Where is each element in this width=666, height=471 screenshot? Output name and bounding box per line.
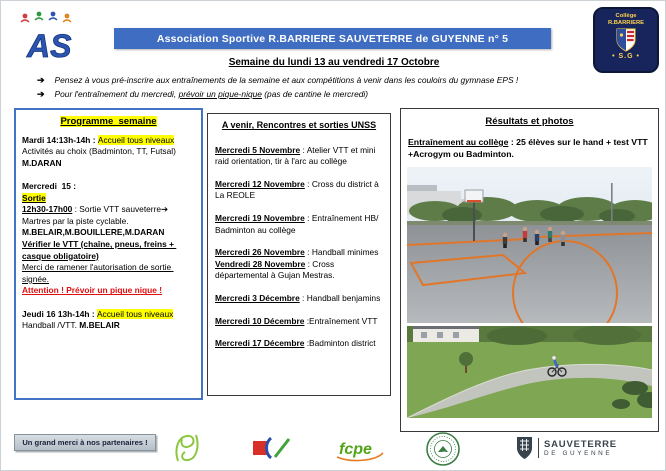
text-segment: : Handball minimes <box>304 247 379 258</box>
text-line <box>215 145 383 168</box>
text-segment: Handball /VTT. <box>22 320 80 331</box>
college-shield-icon <box>616 28 636 52</box>
text-line <box>215 247 383 259</box>
text-segment: 12h30-17h00 <box>22 204 73 215</box>
text-line <box>22 297 195 309</box>
sauveterre-shield-icon <box>516 436 533 460</box>
text-segment: Mercredi 17 Décembre <box>215 338 305 349</box>
text-line <box>22 227 195 239</box>
text-segment: Entraînement au collège <box>408 137 509 147</box>
text-segment: Mercredi 19 Novembre <box>215 212 305 223</box>
partners-label: Un grand merci à nos partenaires ! <box>14 434 156 451</box>
as-logo-figures <box>21 12 71 22</box>
text-line <box>22 193 195 205</box>
text-segment: : 25 élèves sur le hand + test VTT +Acrogym ou Badminton. <box>408 137 651 159</box>
text-segment: : Atelier VTT et mini raid orientation, tir à l'arc au collège <box>215 144 378 167</box>
text-segment: Accueil tous niveaux <box>97 134 175 145</box>
text-segment: Vendredi 28 Novembre <box>215 258 306 269</box>
text-line <box>215 293 383 305</box>
text-line <box>22 204 195 216</box>
text-line <box>22 216 195 228</box>
programme-body <box>22 135 195 332</box>
text-line <box>22 181 195 193</box>
text-line <box>215 179 383 202</box>
college-name: Collège R.BARRIERE <box>607 13 645 26</box>
text-line <box>22 239 195 262</box>
text-line <box>55 75 643 86</box>
text-segment: Martres par la piste cyclable. <box>22 215 129 226</box>
text-segment: Merci de ramener l'autorisation de sortie signée. <box>22 262 174 284</box>
text-segment: Mercredi 10 Décembre <box>215 315 305 326</box>
agenda-title: A venir, Rencontres et sorties UNSS <box>221 120 377 130</box>
text-segment: : Cross du district à La REOLE <box>215 178 382 201</box>
note-pique-nique <box>37 89 643 100</box>
hedge <box>407 221 652 225</box>
header-title-bar <box>114 28 551 49</box>
arrow-bullet-icon: ➔ <box>37 75 45 85</box>
text-segment: Sortie <box>22 192 46 203</box>
text-segment: Mercredi 5 Novembre <box>215 144 301 155</box>
partner-logo-fcpe <box>331 437 389 463</box>
text-line <box>22 285 195 297</box>
text-line <box>215 213 383 236</box>
text-segment: : Handball benjamins <box>299 292 381 303</box>
text-segment: Pensez à vous pré-inscrire aux entraînements de la semaine et aux compétitions à venir dans les couloirs du gymnase EPS ! <box>54 75 519 85</box>
text-segment: M.DARAN <box>22 157 62 168</box>
text-segment: M.BELAIR,M.BOUILLERE,M.DARAN <box>22 227 165 238</box>
text-segment: : Entraînement HB/ Badminton au collège <box>215 212 381 235</box>
text-segment: prévoir un pique-nique <box>178 89 262 99</box>
partner-logo-amicale-seal <box>425 431 461 467</box>
results-title: Résultats et photos <box>485 116 574 127</box>
notes <box>37 75 643 103</box>
programme-title: Programme semaine <box>60 116 157 127</box>
partner-logo-color-mark <box>251 435 293 461</box>
divider <box>538 438 539 458</box>
week-title: Semaine du lundi 13 au vendredi 17 Octobre <box>228 57 440 68</box>
partner-logo-sauveterre <box>516 434 617 462</box>
text-segment: : Sortie VTT sauveterre➔ <box>72 204 169 215</box>
as-logo-letters: AS <box>27 28 72 64</box>
text-segment: Mercredi 3 Décembre <box>215 292 300 303</box>
text-segment: Attention ! Prévoir un pique nique ! <box>22 285 163 296</box>
text-line <box>22 169 195 181</box>
text-segment: Vérifier le VTT (chaîne, pneus, freins + casque obligatoire) <box>22 238 177 261</box>
text-line <box>22 309 195 321</box>
text-line <box>215 338 383 350</box>
text-line <box>408 136 651 160</box>
fcpe-text: fcpe <box>339 441 372 458</box>
college-initials: • S.G • <box>612 53 640 60</box>
note-text <box>55 89 643 100</box>
light-pole <box>611 183 613 225</box>
sauveterre-wordmark: SAUVETERRE DE GUYENNE <box>544 438 617 457</box>
partner-logo-green-emblem <box>168 431 206 465</box>
schoolyard-photo <box>407 167 652 323</box>
arrow-bullet-icon: ➔ <box>37 89 45 99</box>
text-segment: M.BELAIR <box>79 320 120 331</box>
text-line <box>22 135 195 147</box>
text-segment: :Entraînement VTT <box>304 315 378 326</box>
text-segment: Jeudi 16 13h-14h : <box>22 308 97 319</box>
text-line <box>22 158 195 170</box>
text-line <box>215 316 383 328</box>
agenda-box <box>207 113 391 396</box>
agenda-body <box>215 145 383 350</box>
text-line <box>22 320 195 332</box>
text-line <box>55 89 643 100</box>
results-box <box>400 108 659 432</box>
white-building <box>413 326 479 342</box>
text-segment: (pas de cantine le mercredi) <box>261 89 369 99</box>
note-preinscription <box>37 75 643 86</box>
text-segment: :Badminton district <box>304 338 376 349</box>
text-line <box>22 262 195 285</box>
text-segment: Mercredi 12 Novembre <box>215 178 305 189</box>
text-segment: Mardi 14:13h-14h : <box>22 134 98 145</box>
newsletter-title: Association Sportive R.BARRIERE SAUVETERRE de GUYENNE n° 5 <box>156 32 509 45</box>
text-segment: : Cross départemental à Gujan Mestras. <box>215 258 337 281</box>
text-segment: Accueil tous niveaux <box>96 308 174 319</box>
results-text <box>408 136 651 160</box>
cyclist-photo <box>407 326 652 418</box>
text-segment: Pour l'entraînement du mercredi, <box>54 89 179 99</box>
text-line <box>215 259 383 282</box>
text-segment: Mercredi 15 : <box>22 180 76 191</box>
note-text <box>55 75 643 86</box>
programme-box <box>14 108 203 400</box>
text-segment: Mercredi 26 Novembre <box>215 247 305 258</box>
text-line <box>22 146 195 158</box>
text-segment: Activités au choix (Badminton, TT, Futsal) <box>22 146 176 157</box>
